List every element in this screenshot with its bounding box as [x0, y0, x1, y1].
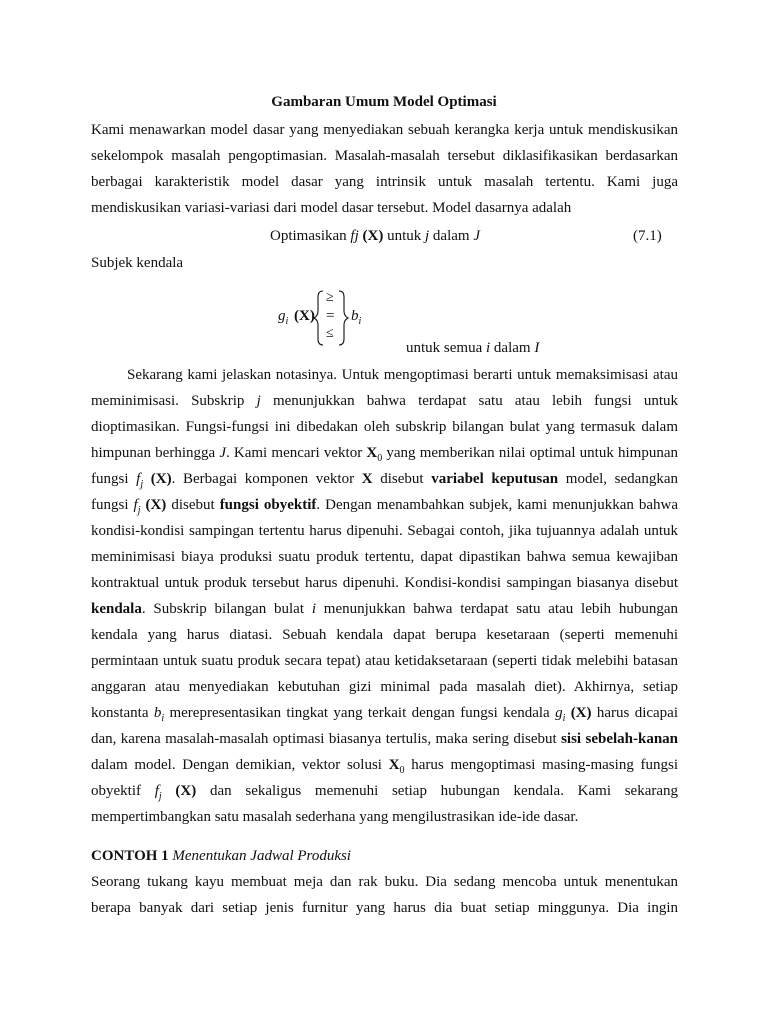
para-line-17: obyektif $f_j$ (X) dan sekaligus memenuhi setiap hubungan kendala. Kami sekarang [91, 783, 679, 802]
example-label: CONTOH 1 [91, 848, 169, 864]
para-line-18: mempertimbangkan satu masalah sederhana yang mengilustrasikan ide-ide dasar. [91, 809, 579, 825]
constraint-b: $b_i$ [351, 308, 362, 327]
intro-line-1: Kami menawarkan model dasar yang menyediakan sebuah kerangka kerja untuk mendiskusikan [91, 122, 678, 138]
para-line-15: dan, karena masalah-masalah optimasi biasanya tertulis, maka sering disebut sisi sebelah-kanan [91, 731, 679, 747]
eq-dalam: dalam [432, 228, 470, 244]
page-title: Gambaran Umum Model Optimasi [271, 94, 497, 110]
para-line-14: konstanta $b_i$ merepresentasikan tingkat yang terkait dengan fungsi kendala $g_i$ (X) harus dicapai [91, 705, 678, 724]
eq-arg: (X) [362, 228, 384, 244]
objective-equation [270, 226, 480, 246]
para-line-7: kondisi-kondisi sampingan tertentu harus dipenuhi. Sebagai contoh, jika tujuannya adalah untuk [91, 523, 678, 539]
le-symbol: ≤ [326, 326, 334, 341]
constraint-X: (X) [294, 308, 315, 324]
example-line-2: berapa banyak dari setiap jenis furnitur yang harus dia buat setiap minggunya. Dia ingin [91, 900, 678, 916]
eq-prefix: Optimasikan [270, 228, 347, 244]
ge-symbol: ≥ [326, 290, 334, 305]
subject-label: Subjek kendala [91, 255, 184, 271]
intro-line-4: mendiskusikan variasi-variasi dari model dasar tersebut. Model dasarnya adalah [91, 200, 572, 216]
constraint-formula [278, 288, 378, 368]
eq-func: fj [350, 228, 359, 244]
example-line-1: Seorang tukang kayu membuat meja dan rak buku. Dia sedang mencoba untuk menentukan [91, 874, 678, 890]
for-all-i: untuk semua i dalam I [406, 340, 540, 356]
para-line-2: meminimisasi. Subskrip j menunjukkan bahwa terdapat satu atau lebih fungsi untuk [91, 393, 678, 409]
para-line-8: meminimisasi biaya produksi suatu produk tertentu, dapat dipastikan bahwa semua kewajiban [91, 549, 678, 565]
para-line-1: Sekarang kami jelaskan notasinya. Untuk mengoptimasi berarti untuk memaksimisasi atau [127, 367, 678, 383]
intro-line-3: berbagai karakteristik model dasar yang intrinsik untuk masalah tertentu. Kami juga [91, 174, 678, 190]
para-line-13: anggaran atau menyediakan kebutuhan gizi minimal pada masalah diet). Akhirnya, setiap [91, 679, 678, 695]
para-line-5: fungsi $f_j$ (X). Berbagai komponen vektor X disebut variabel keputusan model, sedangkan [91, 471, 678, 490]
constraint-g: $g_i$ [278, 308, 289, 327]
para-line-6: fungsi $f_j$ (X) disebut fungsi obyektif. Dengan menambahkan subjek, kami menunjukkan bahwa [91, 497, 679, 516]
equation-number: (7.1) [633, 228, 662, 244]
eq-set-J: J [473, 228, 480, 244]
para-line-4: himpunan berhingga J. Kami mencari vektor $X_0$ yang memberikan nilai optimal untuk himpunan [91, 445, 678, 464]
para-line-16: dalam model. Dengan demikian, vektor solusi $X_0$ harus mengoptimasi masing-masing fungsi [91, 757, 679, 776]
para-line-11: kendala yang harus diatasi. Sebuah kendala dapat berupa kesetaraan (seperti memenuhi [91, 627, 678, 643]
para-line-9: kontraktual untuk produk tersebut harus dipenuhi. Kondisi-kondisi sampingan biasanya disebut [91, 575, 678, 591]
eq-middle: untuk [387, 228, 422, 244]
example-heading [91, 846, 351, 866]
para-line-10: kendala. Subskrip bilangan bulat i menunjukkan bahwa terdapat satu atau lebih hubungan [91, 601, 679, 617]
example-title: Menentukan Jadwal Produksi [172, 848, 351, 864]
constraint-braces [313, 288, 383, 348]
eq-j: j [425, 228, 430, 244]
para-line-12: permintaan untuk suatu produk secara tepat) atau ketidaksetaraan (seperti tidak melebihi batasan [91, 653, 678, 669]
intro-line-2: sekelompok masalah pengoptimasian. Masalah-masalah tersebut diklasifikasikan berdasarkan [91, 148, 678, 164]
eq-symbol: = [326, 308, 335, 324]
para-line-3: dioptimasikan. Fungsi-fungsi ini dibedakan oleh subskrip bilangan bulat yang termasuk dalam [91, 419, 678, 435]
